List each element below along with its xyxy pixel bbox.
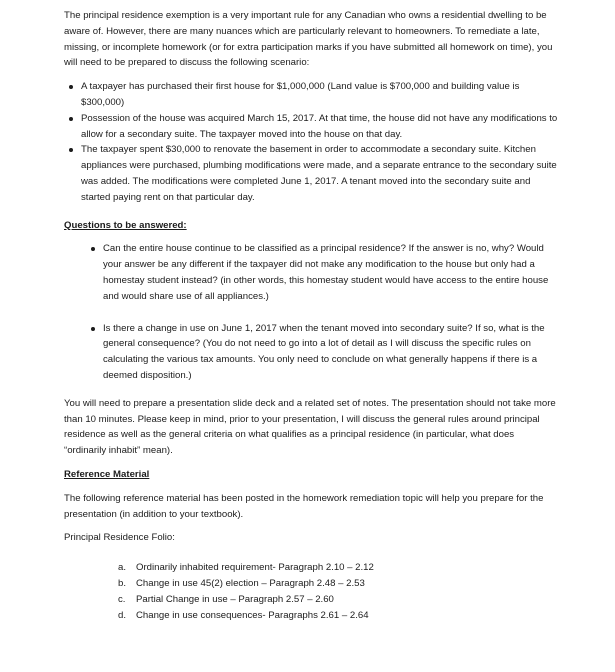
scenario-list (81, 79, 558, 205)
document-page (64, 8, 558, 623)
bullet-icon (91, 327, 95, 331)
reference-heading: Reference Material (64, 468, 150, 480)
scenario-item (81, 111, 558, 143)
question-item (103, 321, 558, 384)
questions-heading: Questions to be answered: (64, 219, 187, 231)
folio-item-text: Ordinarily inhabited requirement- Paragraph 2.10 – 2.12 (136, 562, 374, 574)
presentation-paragraph: You will need to prepare a presentation slide deck and a related set of notes. The presentation should not take more than 10 minutes. Please keep in mind, prior to your presentation, I will discuss the general rules around principal residence as well as the general criteria on what qualifies as a principal residence (in particular, what does “ordinarily inhabit” mean). (64, 397, 556, 457)
bullet-icon (69, 85, 73, 89)
bullet-icon (69, 148, 73, 152)
intro-paragraph: The principal residence exemption is a very important rule for any Canadian who owns a residential dwelling to be aware of. However, there are many nuances which are particularly relevant to homeowners. To remediate a late, missing, or incomplete homework (or for extra participation marks if you have submitted all homework on time), you will need to be prepared to discuss the following scenario: (64, 10, 553, 69)
folio-item (118, 576, 558, 592)
question-item (103, 241, 558, 304)
scenario-item (81, 142, 558, 205)
scenario-item-text: A taxpayer has purchased their first house for $1,000,000 (Land value is $700,000 and building value is $300,000) (81, 81, 520, 108)
folio-item (118, 560, 558, 576)
bullet-icon (91, 247, 95, 251)
question-item-text: Is there a change in use on June 1, 2017 when the tenant moved into secondary suite? If so, what is the general consequence? (You do not need to go into a lot of detail as I will discuss the specific rules on calculating the various tax amounts. You only need to conclude on what generally happens if there is a deemed disposition.) (103, 322, 545, 381)
folio-item (118, 608, 558, 624)
questions-list (103, 241, 558, 383)
bullet-icon (69, 117, 73, 121)
question-item-text: Can the entire house continue to be classified as a principal residence? If the answer is no, why? Would your answer be any different if the taxpayer did not make any modification to the house but only had a homestay student instead? (in other words, this homestay student would have access to the entire house and would share use of all appliances.) (103, 243, 549, 302)
scenario-item (81, 79, 558, 111)
scenario-item-text: Possession of the house was acquired March 15, 2017. At that time, the house did not have any modifications to allow for a secondary suite. The taxpayer moved into the house on that day. (81, 112, 558, 140)
folio-item-letter: d. (118, 609, 127, 621)
folio-item-letter: a. (118, 562, 127, 574)
folio-item-text: Partial Change in use – Paragraph 2.57 – 2.60 (136, 593, 334, 605)
folio-list (118, 560, 558, 623)
folio-item-letter: c. (118, 593, 126, 605)
scenario-item-text: The taxpayer spent $30,000 to renovate the basement in order to accommodate a secondary suite. Kitchen appliances were purchased, plumbing modifications were made, and a separate entrance to the secondary suite was added. The modifications were completed June 1, 2017. A tenant moved into the secondary suite and started paying rent on that particular day. (81, 144, 557, 203)
folio-label: Principal Residence Folio: (64, 532, 175, 544)
reference-paragraph: The following reference material has been posted in the homework remediation topic will help you prepare for the presentation (in addition to your textbook). (64, 492, 544, 520)
folio-item-letter: b. (118, 577, 127, 589)
folio-item-text: Change in use 45(2) election – Paragraph 2.48 – 2.53 (136, 577, 365, 589)
folio-item-text: Change in use consequences- Paragraphs 2.61 – 2.64 (136, 609, 369, 621)
folio-item (118, 592, 558, 608)
